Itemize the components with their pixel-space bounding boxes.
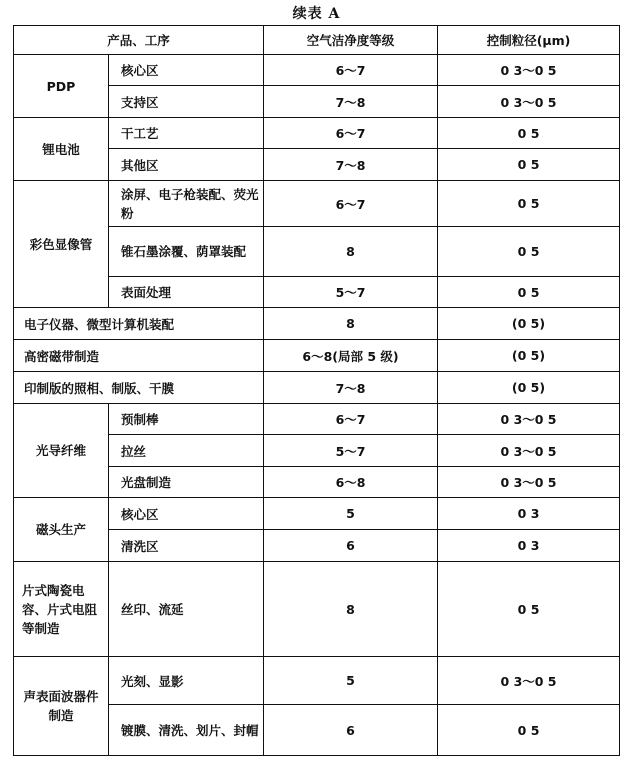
cleanroom-table — [13, 25, 620, 756]
product-cell: 高密磁带制造 — [14, 340, 264, 372]
grade-cell: 5～7 — [264, 277, 438, 308]
table-row — [14, 562, 620, 657]
process-cell: 丝印、流延 — [109, 562, 264, 657]
table-title: 续表 A — [292, 6, 341, 22]
header-row — [14, 26, 620, 55]
grade-cell: 8 — [264, 308, 438, 340]
product-group: PDP — [14, 55, 109, 118]
process-cell: 锥石墨涂覆、荫罩装配 — [109, 227, 264, 277]
grade-cell: 6 — [264, 530, 438, 562]
particle-cell: 0 3～0 5 — [438, 55, 620, 86]
particle-cell: 0 5 — [438, 149, 620, 181]
process-cell: 其他区 — [109, 149, 264, 181]
process-cell: 清洗区 — [109, 530, 264, 562]
particle-cell: 0 3 — [438, 530, 620, 562]
process-cell: 核心区 — [109, 55, 264, 86]
grade-cell: 7～8 — [264, 372, 438, 404]
particle-cell: 0 3 — [438, 498, 620, 530]
grade-cell: 8 — [264, 227, 438, 277]
header-product: 产品、工序 — [14, 26, 264, 55]
process-cell: 预制棒 — [109, 404, 264, 435]
grade-cell: 7～8 — [264, 86, 438, 118]
table-row — [14, 181, 620, 227]
table-row — [14, 340, 620, 372]
process-cell: 镀膜、清洗、划片、封帽 — [109, 705, 264, 756]
process-cell: 表面处理 — [109, 277, 264, 308]
grade-cell: 8 — [264, 562, 438, 657]
header-particle: 控制粒径(μm) — [438, 26, 620, 55]
table-row — [14, 118, 620, 149]
product-cell: 电子仪器、微型计算机装配 — [14, 308, 264, 340]
product-group: 声表面波器件制造 — [14, 657, 109, 756]
product-group: 片式陶瓷电容、片式电阻等制造 — [14, 562, 109, 657]
particle-cell: 0 3～0 5 — [438, 404, 620, 435]
process-cell: 光刻、显影 — [109, 657, 264, 705]
particle-cell: (0 5) — [438, 372, 620, 404]
particle-cell: 0 5 — [438, 227, 620, 277]
grade-cell: 6～8 — [264, 467, 438, 498]
header-grade: 空气洁净度等级 — [264, 26, 438, 55]
particle-cell: 0 3～0 5 — [438, 86, 620, 118]
grade-cell: 6～7 — [264, 118, 438, 149]
particle-cell: 0 3～0 5 — [438, 435, 620, 467]
particle-cell: 0 3～0 5 — [438, 657, 620, 705]
grade-cell: 6～8(局部 5 级) — [264, 340, 438, 372]
product-group: 磁头生产 — [14, 498, 109, 562]
table-row — [14, 372, 620, 404]
grade-cell: 7～8 — [264, 149, 438, 181]
product-cell: 印制版的照相、制版、干膜 — [14, 372, 264, 404]
particle-cell: 0 3～0 5 — [438, 467, 620, 498]
table-row — [14, 55, 620, 86]
grade-cell: 6 — [264, 705, 438, 756]
product-group: 彩色显像管 — [14, 181, 109, 308]
grade-cell: 6～7 — [264, 404, 438, 435]
grade-cell: 6～7 — [264, 181, 438, 227]
particle-cell: 0 5 — [438, 181, 620, 227]
grade-cell: 5～7 — [264, 435, 438, 467]
process-cell: 光盘制造 — [109, 467, 264, 498]
process-cell: 核心区 — [109, 498, 264, 530]
grade-cell: 6～7 — [264, 55, 438, 86]
particle-cell: 0 5 — [438, 562, 620, 657]
particle-cell: 0 5 — [438, 277, 620, 308]
particle-cell: (0 5) — [438, 308, 620, 340]
process-cell: 支持区 — [109, 86, 264, 118]
particle-cell: 0 5 — [438, 705, 620, 756]
process-cell: 涂屏、电子枪装配、荧光粉 — [109, 181, 264, 227]
table-row — [14, 498, 620, 530]
table-row — [14, 308, 620, 340]
product-group: 光导纤维 — [14, 404, 109, 498]
particle-cell: 0 5 — [438, 118, 620, 149]
grade-cell: 5 — [264, 498, 438, 530]
particle-cell: (0 5) — [438, 340, 620, 372]
process-cell: 干工艺 — [109, 118, 264, 149]
process-cell: 拉丝 — [109, 435, 264, 467]
table-row — [14, 657, 620, 705]
product-group: 锂电池 — [14, 118, 109, 181]
grade-cell: 5 — [264, 657, 438, 705]
table-row — [14, 404, 620, 435]
